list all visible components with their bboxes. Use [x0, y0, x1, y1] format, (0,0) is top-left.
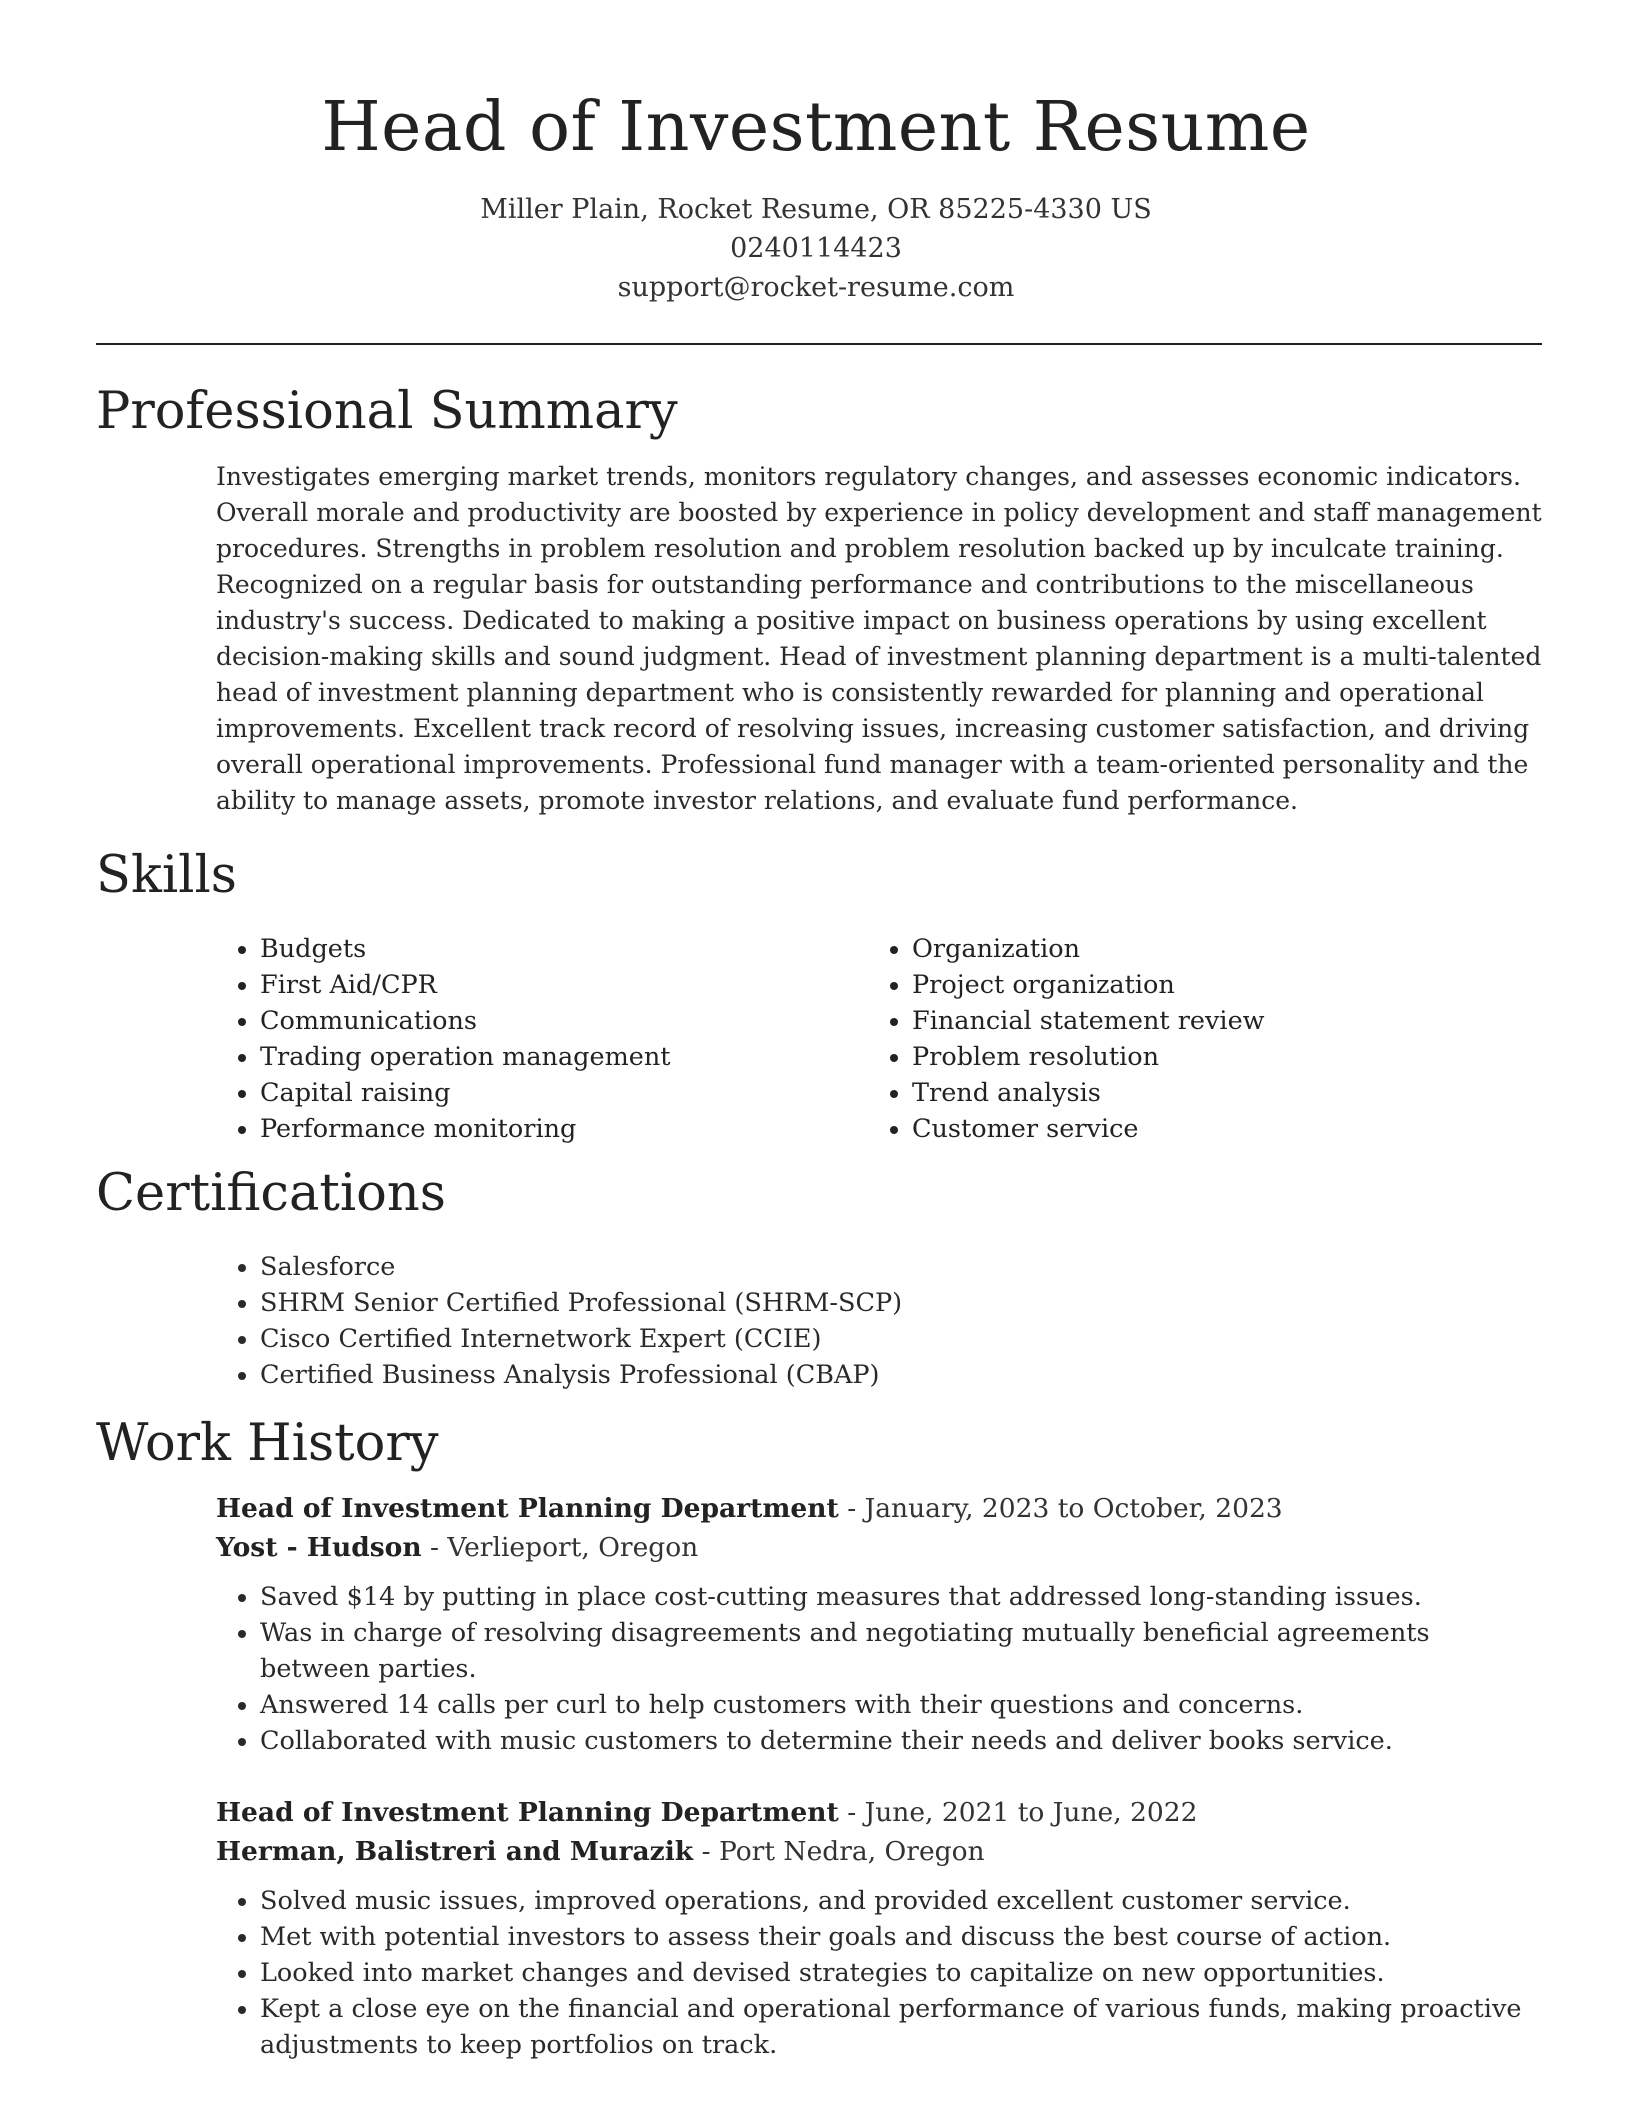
job-entry	[216, 1489, 1546, 1759]
list-item: • Certified Business Analysis Professional (CBAP)	[260, 1357, 1546, 1393]
list-item: • Project organization	[912, 967, 1508, 1003]
list-item: • Salesforce	[260, 1249, 1546, 1285]
job-bullets	[216, 1579, 1546, 1759]
list-item: • Met with potential investors to assess their goals and discuss the best course of action.	[260, 1919, 1546, 1955]
list-item: • Kept a close eye on the financial and operational performance of various funds, making proactive adjustments to keep portfolios on track.	[260, 1991, 1546, 2063]
resume-header	[0, 80, 1632, 307]
job-dates: June, 2021 to June, 2022	[864, 1797, 1198, 1828]
job-entry	[216, 1793, 1546, 2063]
list-item: • Customer service	[912, 1111, 1508, 1147]
list-item: • First Aid/CPR	[260, 967, 856, 1003]
job-company: Yost - Hudson	[216, 1532, 422, 1563]
skills-right-column	[868, 931, 1508, 1147]
list-item: • Capital raising	[260, 1075, 856, 1111]
list-item: • Saved $14 by putting in place cost-cutting measures that addressed long-standing issues.	[260, 1579, 1546, 1615]
list-item: • Collaborated with music customers to determine their needs and deliver books service.	[260, 1723, 1546, 1759]
list-item: • Problem resolution	[912, 1039, 1508, 1075]
list-item: • Trend analysis	[912, 1075, 1508, 1111]
job-dates: January, 2023 to October, 2023	[864, 1493, 1283, 1524]
job-title-line: Head of Investment Planning Department - June, 2021 to June, 2022	[216, 1797, 1198, 1828]
summary-block	[216, 459, 1546, 819]
list-item: • SHRM Senior Certified Professional (SHRM-SCP)	[260, 1285, 1546, 1321]
list-item: • Trading operation management	[260, 1039, 856, 1075]
list-item: • Performance monitoring	[260, 1111, 856, 1147]
job-company-line: Yost - Hudson - Verlieport, Oregon	[216, 1532, 699, 1563]
list-item: • Communications	[260, 1003, 856, 1039]
list-item: • Organization	[912, 931, 1508, 967]
work-history-heading: Work History	[96, 1414, 439, 1473]
list-item: • Looked into market changes and devised strategies to capitalize on new opportunities.	[260, 1955, 1546, 1991]
job-location: Port Nedra, Oregon	[718, 1836, 985, 1867]
summary-text: Investigates emerging market trends, monitors regulatory changes, and assesses economic indicators. Overall morale and productivity are boosted by experience in policy development and staff management procedures. Strengths in problem resolution and problem resolution backed up by inculcate training. Recognized on a regular basis for outstanding performance and contributions to the miscellaneous industry's success. Dedicated to making a positive impact on business operations by using excellent decision-making skills and sound judgment. Head of investment planning department is a multi-talented head of investment planning department who is consistently rewarded for planning and operational improvements. Excellent track record of resolving issues, increasing customer satisfaction, and driving overall operational improvements. Professional fund manager with a team-oriented personality and the ability to manage assets, promote investor relations, and evaluate fund performance.	[216, 462, 1542, 815]
skills-left-list	[216, 931, 856, 1147]
skills-right-list	[868, 931, 1508, 1147]
contact-phone: 0240114423	[730, 233, 902, 264]
job-title-line: Head of Investment Planning Department - January, 2023 to October, 2023	[216, 1493, 1283, 1524]
header-divider	[96, 343, 1542, 345]
contact-email: support@rocket-resume.com	[617, 272, 1015, 303]
list-item: • Cisco Certified Internetwork Expert (CCIE)	[260, 1321, 1546, 1357]
job-company: Herman, Balistreri and Murazik	[216, 1836, 694, 1867]
job-company-line: Herman, Balistreri and Murazik - Port Nedra, Oregon	[216, 1836, 985, 1867]
certifications-heading: Certifications	[96, 1164, 446, 1223]
skills-heading: Skills	[96, 846, 237, 905]
page-title: Head of Investment Resume	[321, 88, 1311, 167]
certifications-list	[216, 1249, 1546, 1393]
contact-address: Miller Plain, Rocket Resume, OR 85225-4330 US	[480, 194, 1152, 225]
list-item: • Financial statement review	[912, 1003, 1508, 1039]
certifications-block	[216, 1249, 1546, 1393]
list-item: • Was in charge of resolving disagreements and negotiating mutually beneficial agreements between parties.	[260, 1615, 1546, 1687]
list-item: • Answered 14 calls per curl to help customers with their questions and concerns.	[260, 1687, 1546, 1723]
list-item: • Solved music issues, improved operations, and provided excellent customer service.	[260, 1883, 1546, 1919]
job-location: Verlieport, Oregon	[447, 1532, 699, 1563]
job-title: Head of Investment Planning Department	[216, 1797, 839, 1828]
job-title: Head of Investment Planning Department	[216, 1493, 839, 1524]
skills-left-column	[216, 931, 856, 1147]
list-item: • Budgets	[260, 931, 856, 967]
job-bullets	[216, 1883, 1546, 2063]
summary-heading: Professional Summary	[96, 382, 678, 441]
